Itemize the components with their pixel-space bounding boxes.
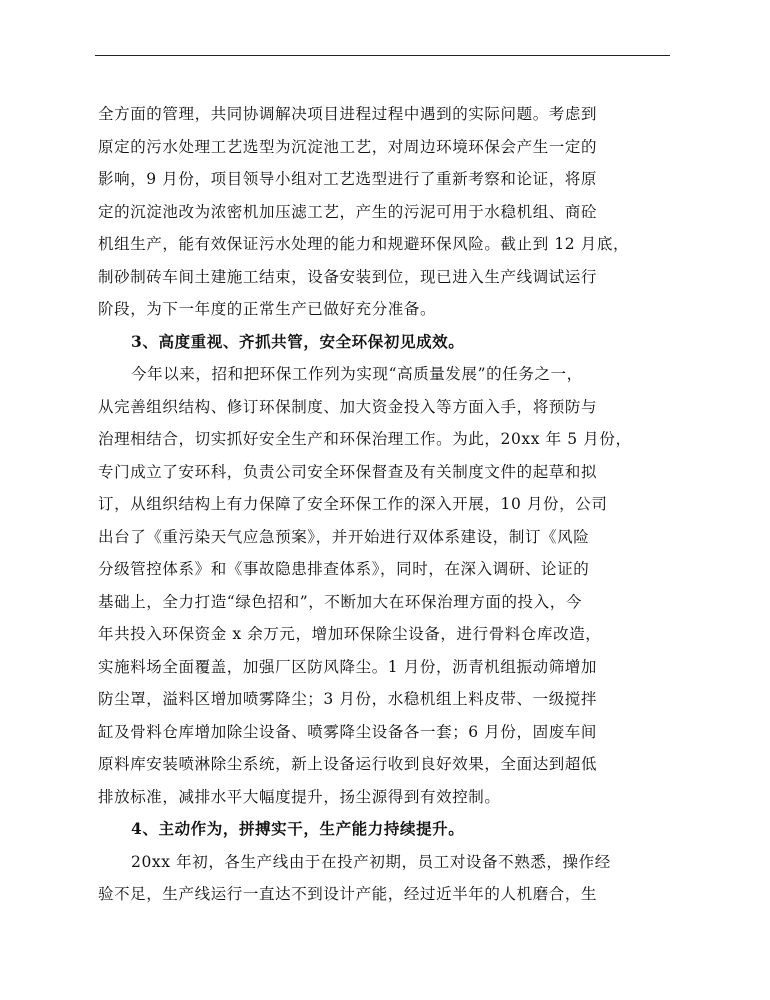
document-body	[98, 98, 698, 911]
body-line: 缸及骨料仓库增加除尘设备、喷雾降尘设备各一套；6 月份，固废车间	[98, 722, 597, 741]
paragraph-first-line: 20xx 年初，各生产线由于在投产初期，员工对设备不熟悉，操作经	[131, 852, 611, 871]
body-line: 专门成立了安环科，负责公司安全环保督查及有关制度文件的起草和拟	[98, 462, 598, 481]
body-line: 定的沉淀池改为浓密机加压滤工艺，产生的污泥可用于水稳机组、商砼	[98, 202, 598, 221]
body-line: 实施料场全面覆盖，加强厂区防风降尘。1 月份，沥青机组振动筛增加	[98, 657, 597, 676]
body-line: 影响，9 月份，项目领导小组对工艺选型进行了重新考察和论证，将原	[98, 170, 597, 188]
body-line: 原料库安装喷淋除尘系统，新上设备运行收到良好效果，全面达到超低	[98, 755, 598, 773]
body-line: 基础上，全力打造“绿色招和”，不断加大在环保治理方面的投入，今	[98, 592, 582, 611]
body-line: 阶段，为下一年度的正常生产已做好充分准备。	[98, 300, 437, 318]
body-line: 年共投入环保资金 x 余万元，增加环保除尘设备，进行骨料仓库改造，	[98, 625, 602, 643]
header-rule	[95, 55, 670, 56]
body-line: 防尘罩，溢料区增加喷雾降尘；3 月份，水稳机组上料皮带、一级搅拌	[98, 690, 597, 708]
body-line: 制砂制砖车间土建施工结束，设备安装到位，现已进入生产线调试运行	[98, 267, 598, 286]
body-line: 治理相结合，切实抓好安全生产和环保治理工作。为此，20xx 年 5 月份，	[98, 430, 632, 448]
body-line: 验不足，生产线运行一直达不到设计产能，经过近半年的人机磨合，生	[98, 885, 598, 903]
body-line: 全方面的管理，共同协调解决项目进程过程中遇到的实际问题。考虑到	[98, 105, 598, 123]
body-line: 排放标准，减排水平大幅度提升，扬尘源得到有效控制。	[98, 787, 501, 806]
body-line: 机组生产，能有效保证污水处理的能力和规避环保风险。截止到 12 月底，	[98, 235, 630, 253]
section-heading: 3、高度重视、齐抓共管，安全环保初见成效。	[131, 331, 465, 351]
section-heading: 4、主动作为，拼搏实干，生产能力持续提升。	[131, 819, 465, 838]
body-line: 分级管控体系》和《事故隐患排查体系》，同时，在深入调研、论证的	[98, 560, 590, 578]
body-line: 出台了《重污染天气应急预案》，并开始进行双体系建设，制订《风险	[98, 527, 590, 546]
body-line: 从完善组织结构、修订环保制度、加大资金投入等方面入手，将预防与	[98, 397, 598, 416]
body-line: 原定的污水处理工艺选型为沉淀池工艺，对周边环境环保会产生一定的	[98, 137, 598, 156]
paragraph-first-line: 今年以来，招和把环保工作列为实现“高质量发展”的任务之一，	[131, 365, 583, 383]
body-line: 订，从组织结构上有力保障了安全环保工作的深入开展，10 月份，公司	[98, 495, 608, 513]
